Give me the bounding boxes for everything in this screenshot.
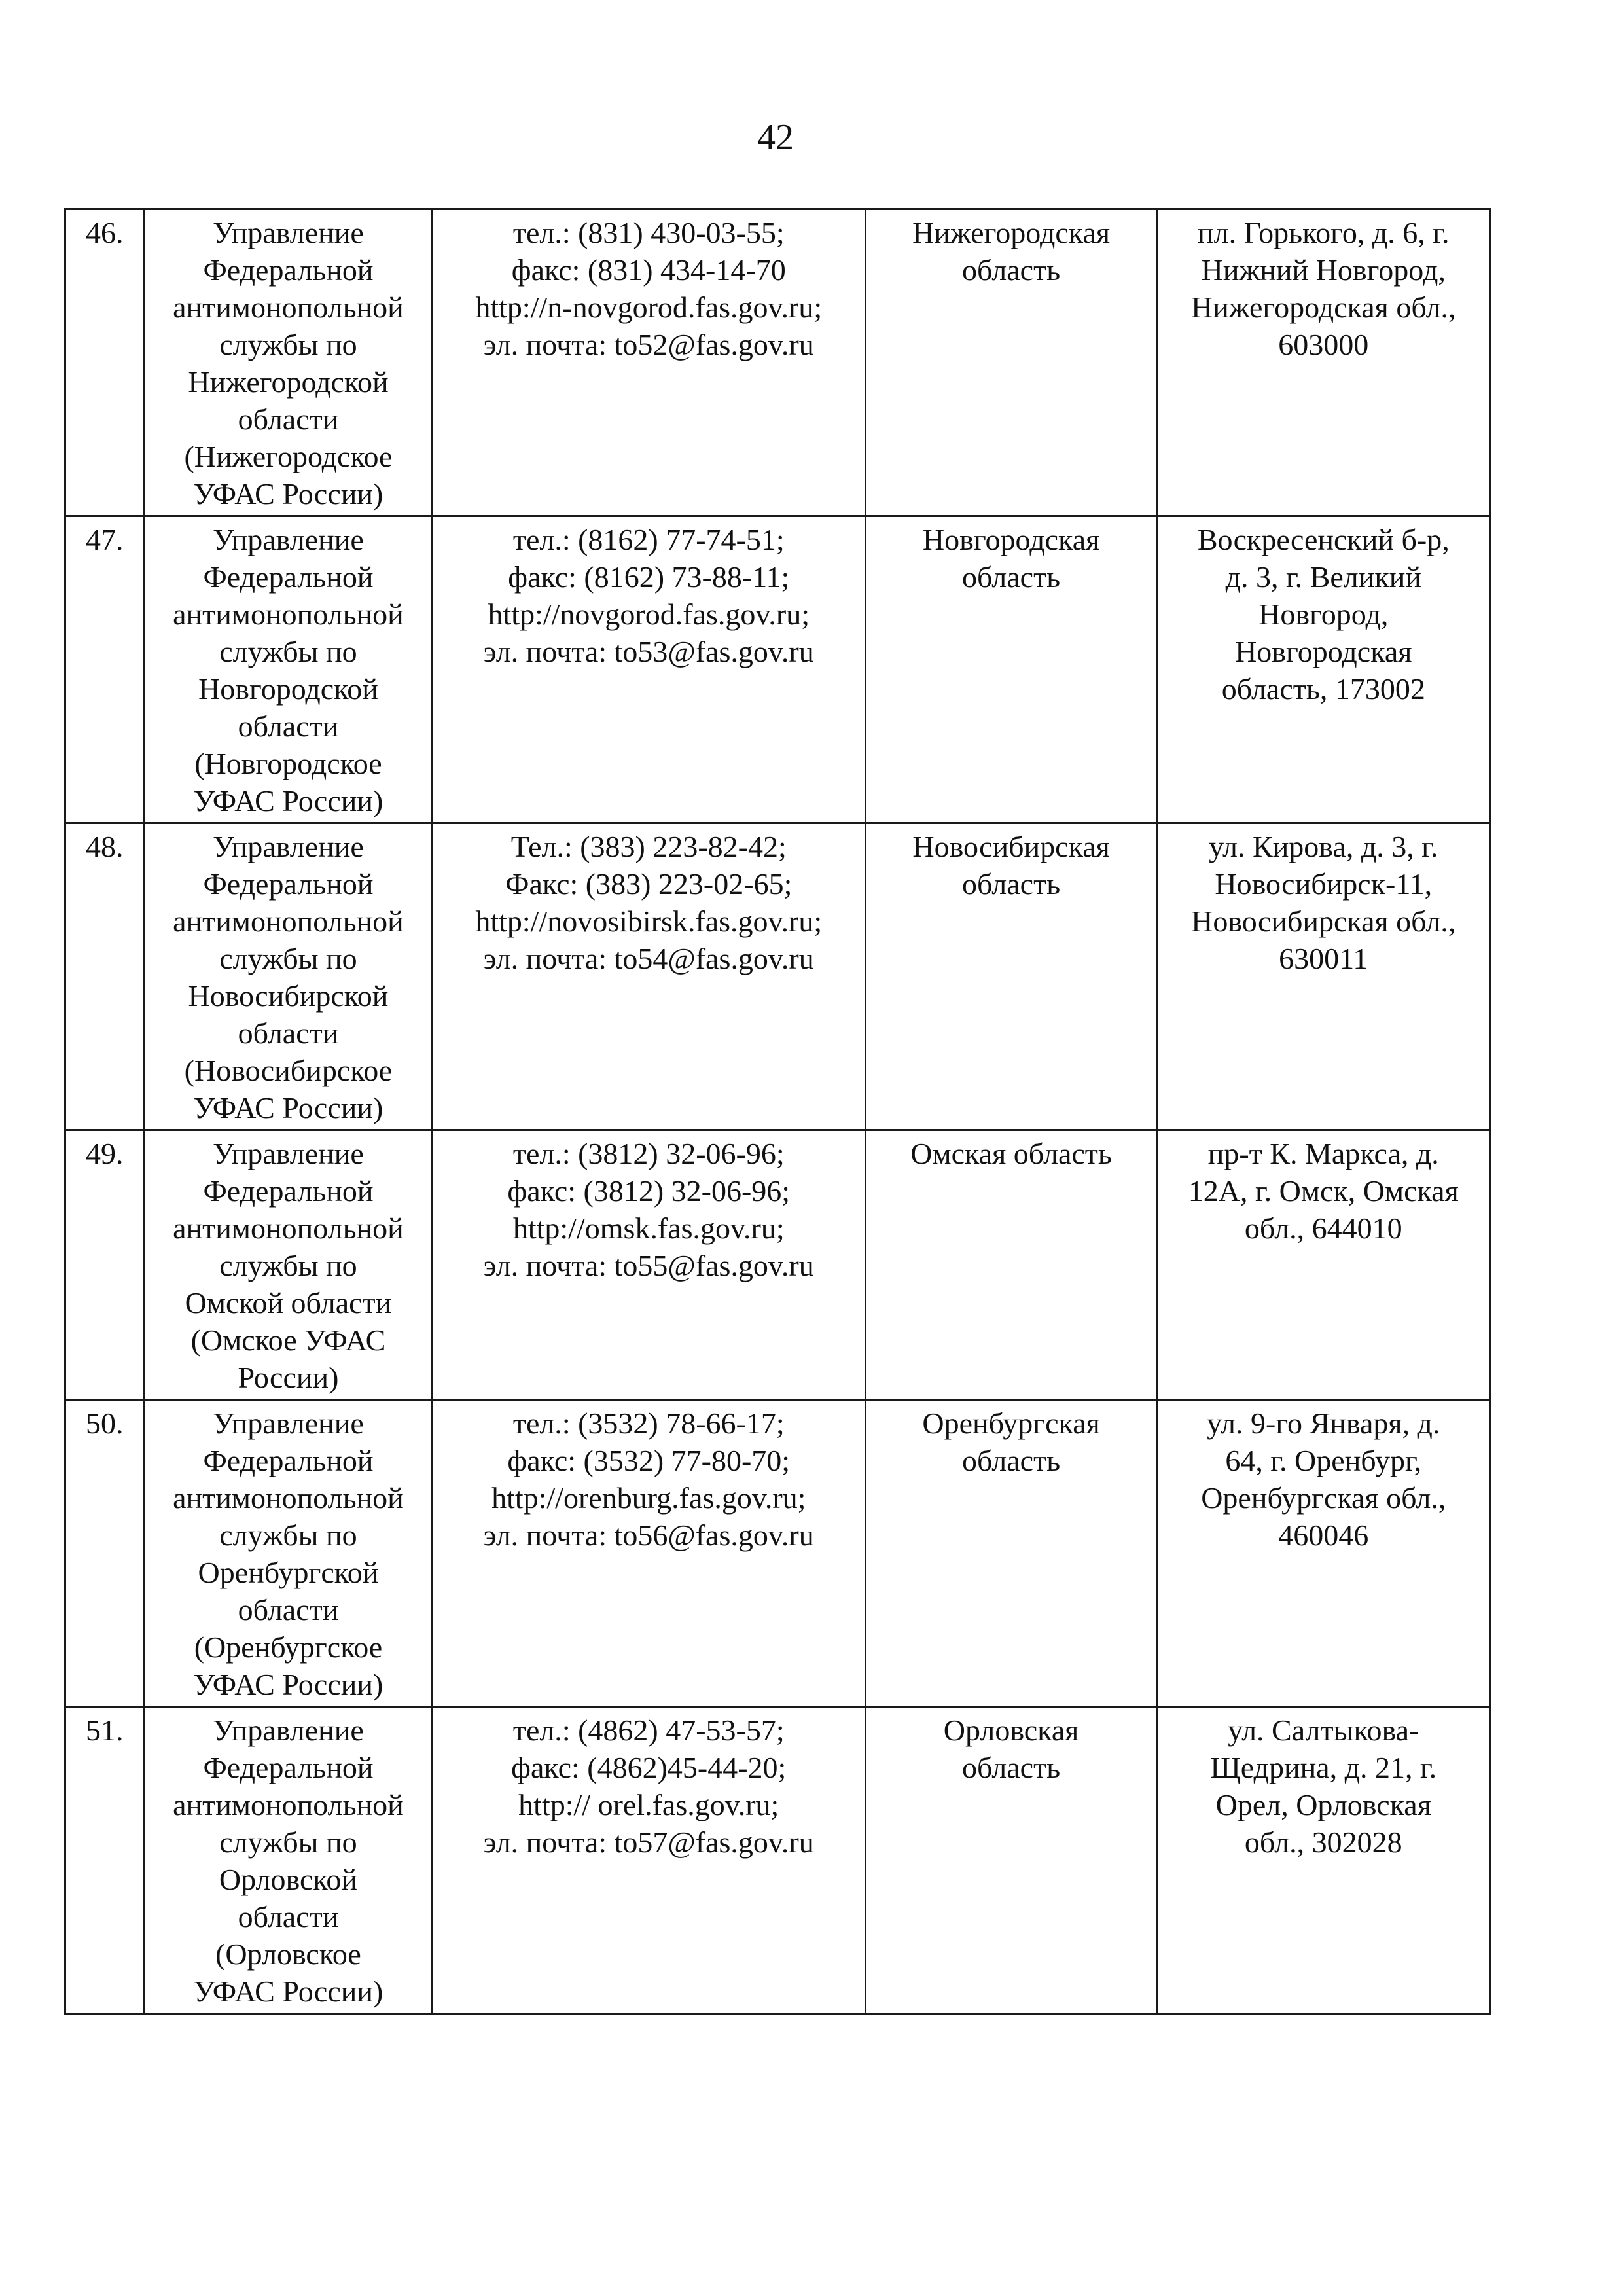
office-address (1157, 1130, 1489, 1400)
cell-line: http://novosibirsk.fas.gov.ru; (475, 905, 823, 938)
cell-line: ул. Кирова, д. 3, г. (1209, 830, 1438, 863)
cell-line: (Оренбургское (194, 1630, 383, 1664)
cell-line: Новгородская (922, 523, 1100, 556)
cell-line: Орловская (943, 1713, 1079, 1747)
cell-line: пр-т К. Маркса, д. (1207, 1137, 1439, 1170)
cell-line: УФАС России) (193, 1091, 383, 1124)
cell-line: область (962, 1444, 1061, 1477)
cell-line: (Нижегородское (184, 440, 393, 473)
page-number: 42 (757, 117, 794, 158)
cell-line: Орел, Орловская (1215, 1788, 1431, 1821)
cell-line: службы по (219, 635, 357, 668)
cell-line: область (962, 253, 1061, 287)
table-row (65, 1400, 1490, 1707)
cell-line: УФАС России) (193, 1975, 383, 2008)
office-region (865, 1707, 1157, 2014)
cell-line: ул. Салтыкова- (1228, 1713, 1419, 1747)
office-contacts (432, 516, 865, 823)
office-name (145, 1400, 433, 1707)
cell-line: области (238, 1593, 339, 1626)
cell-line: Омской области (185, 1286, 392, 1319)
cell-line: антимонопольной (173, 905, 404, 938)
cell-line: службы по (219, 328, 357, 361)
office-name (145, 209, 433, 516)
cell-line: Орловской (219, 1863, 357, 1896)
office-address (1157, 209, 1489, 516)
cell-line: область (962, 1751, 1061, 1784)
cell-line: службы по (219, 1825, 357, 1859)
cell-line: эл. почта: to52@fas.gov.ru (483, 328, 814, 361)
cell-line: 603000 (1278, 328, 1369, 361)
office-name (145, 1130, 433, 1400)
cell-line: (Новгородское (194, 747, 382, 780)
cell-line: эл. почта: to56@fas.gov.ru (483, 1518, 814, 1552)
cell-line: Федеральной (203, 1174, 374, 1208)
table-row (65, 1707, 1490, 2014)
office-region (865, 209, 1157, 516)
cell-line: д. 3, г. Великий (1225, 560, 1421, 594)
cell-line: факс: (3532) 77-80-70; (507, 1444, 791, 1477)
cell-line: тел.: (3532) 78-66-17; (512, 1407, 785, 1440)
cell-line: Управление (213, 216, 364, 249)
office-address (1157, 516, 1489, 823)
row-number: 50. (65, 1400, 145, 1707)
cell-line: Федеральной (203, 867, 374, 901)
cell-line: обл., 302028 (1244, 1825, 1402, 1859)
cell-line: Новгородской (198, 672, 378, 706)
cell-line: Нижний Новгород, (1201, 253, 1446, 287)
cell-line: Факс: (383) 223-02-65; (505, 867, 793, 901)
cell-line: Новосибирской (188, 979, 389, 1013)
cell-line: Новосибирск-11, (1215, 867, 1433, 901)
cell-line: антимонопольной (173, 598, 404, 631)
cell-line: Управление (213, 1137, 364, 1170)
office-contacts (432, 1130, 865, 1400)
cell-line: антимонопольной (173, 291, 404, 324)
cell-line: факс: (3812) 32-06-96; (507, 1174, 791, 1208)
cell-line: антимонопольной (173, 1788, 404, 1821)
cell-line: пл. Горького, д. 6, г. (1198, 216, 1450, 249)
cell-line: Федеральной (203, 560, 374, 594)
cell-line: эл. почта: to53@fas.gov.ru (483, 635, 814, 668)
office-address (1157, 1400, 1489, 1707)
cell-line: (Орловское (215, 1937, 361, 1971)
row-number: 49. (65, 1130, 145, 1400)
cell-line: Федеральной (203, 253, 374, 287)
table-row (65, 209, 1490, 516)
cell-line: http://novgorod.fas.gov.ru; (488, 598, 810, 631)
office-region (865, 516, 1157, 823)
cell-line: УФАС России) (193, 1668, 383, 1701)
cell-line: Управление (213, 523, 364, 556)
cell-line: антимонопольной (173, 1481, 404, 1515)
office-contacts (432, 823, 865, 1130)
office-region (865, 1400, 1157, 1707)
cell-line: эл. почта: to55@fas.gov.ru (483, 1249, 814, 1282)
cell-line: http:// orel.fas.gov.ru; (518, 1788, 779, 1821)
cell-line: Оренбургская (922, 1407, 1100, 1440)
row-number: 47. (65, 516, 145, 823)
office-contacts (432, 1707, 865, 2014)
cell-line: обл., 644010 (1244, 1211, 1402, 1245)
cell-line: тел.: (4862) 47-53-57; (512, 1713, 785, 1747)
cell-line: область (962, 560, 1061, 594)
cell-line: Нижегородская обл., (1190, 291, 1456, 324)
cell-line: факс: (8162) 73-88-11; (508, 560, 790, 594)
office-address (1157, 823, 1489, 1130)
cell-line: УФАС России) (193, 477, 383, 511)
cell-line: тел.: (831) 430-03-55; (512, 216, 785, 249)
cell-line: УФАС России) (193, 784, 383, 817)
cell-line: Нижегородской (188, 365, 389, 399)
cell-line: службы по (219, 1249, 357, 1282)
table-row (65, 823, 1490, 1130)
cell-line: Новгородская (1235, 635, 1412, 668)
row-number: 51. (65, 1707, 145, 2014)
cell-line: области (238, 403, 339, 436)
office-region (865, 1130, 1157, 1400)
cell-line: (Омское УФАС (190, 1323, 386, 1357)
cell-line: Новгород, (1258, 598, 1389, 631)
cell-line: http://n-novgorod.fas.gov.ru; (475, 291, 823, 324)
table-row (65, 1130, 1490, 1400)
row-number: 48. (65, 823, 145, 1130)
cell-line: факс: (831) 434-14-70 (511, 253, 786, 287)
table-body (65, 209, 1490, 2014)
cell-line: область, 173002 (1221, 672, 1425, 706)
cell-line: службы по (219, 942, 357, 975)
office-name (145, 823, 433, 1130)
cell-line: Тел.: (383) 223-82-42; (510, 830, 787, 863)
cell-line: Управление (213, 1407, 364, 1440)
cell-line: Новосибирская (912, 830, 1110, 863)
cell-line: эл. почта: to54@fas.gov.ru (483, 942, 814, 975)
cell-line: области (238, 1016, 339, 1050)
cell-line: 630011 (1279, 942, 1368, 975)
cell-line: области (238, 1900, 339, 1933)
cell-line: Воскресенский б-р, (1197, 523, 1450, 556)
ufas-offices-table (64, 208, 1491, 2015)
cell-line: Щедрина, д. 21, г. (1210, 1751, 1437, 1784)
cell-line: России) (238, 1361, 339, 1394)
cell-line: 460046 (1278, 1518, 1369, 1552)
office-region (865, 823, 1157, 1130)
cell-line: область (962, 867, 1061, 901)
cell-line: http://omsk.fas.gov.ru; (512, 1211, 785, 1245)
cell-line: Оренбургская обл., (1201, 1481, 1446, 1515)
cell-line: Нижегородская (912, 216, 1111, 249)
cell-line: Управление (213, 1713, 364, 1747)
cell-line: антимонопольной (173, 1211, 404, 1245)
office-contacts (432, 1400, 865, 1707)
office-address (1157, 1707, 1489, 2014)
cell-line: http://orenburg.fas.gov.ru; (491, 1481, 806, 1515)
row-number: 46. (65, 209, 145, 516)
office-contacts (432, 209, 865, 516)
cell-line: службы по (219, 1518, 357, 1552)
cell-line: Новосибирская обл., (1191, 905, 1456, 938)
cell-line: 12А, г. Омск, Омская (1188, 1174, 1459, 1208)
office-name (145, 516, 433, 823)
cell-line: ул. 9-го Января, д. (1207, 1407, 1440, 1440)
table-row (65, 516, 1490, 823)
cell-line: 64, г. Оренбург, (1225, 1444, 1422, 1477)
cell-line: (Новосибирское (184, 1054, 393, 1087)
cell-line: Омская область (910, 1137, 1112, 1170)
cell-line: области (238, 709, 339, 743)
cell-line: тел.: (3812) 32-06-96; (512, 1137, 785, 1170)
cell-line: эл. почта: to57@fas.gov.ru (483, 1825, 814, 1859)
cell-line: тел.: (8162) 77-74-51; (512, 523, 785, 556)
cell-line: Оренбургской (198, 1556, 379, 1589)
cell-line: Федеральной (203, 1444, 374, 1477)
cell-line: факс: (4862)45-44-20; (511, 1751, 787, 1784)
office-name (145, 1707, 433, 2014)
cell-line: Федеральной (203, 1751, 374, 1784)
cell-line: Управление (213, 830, 364, 863)
